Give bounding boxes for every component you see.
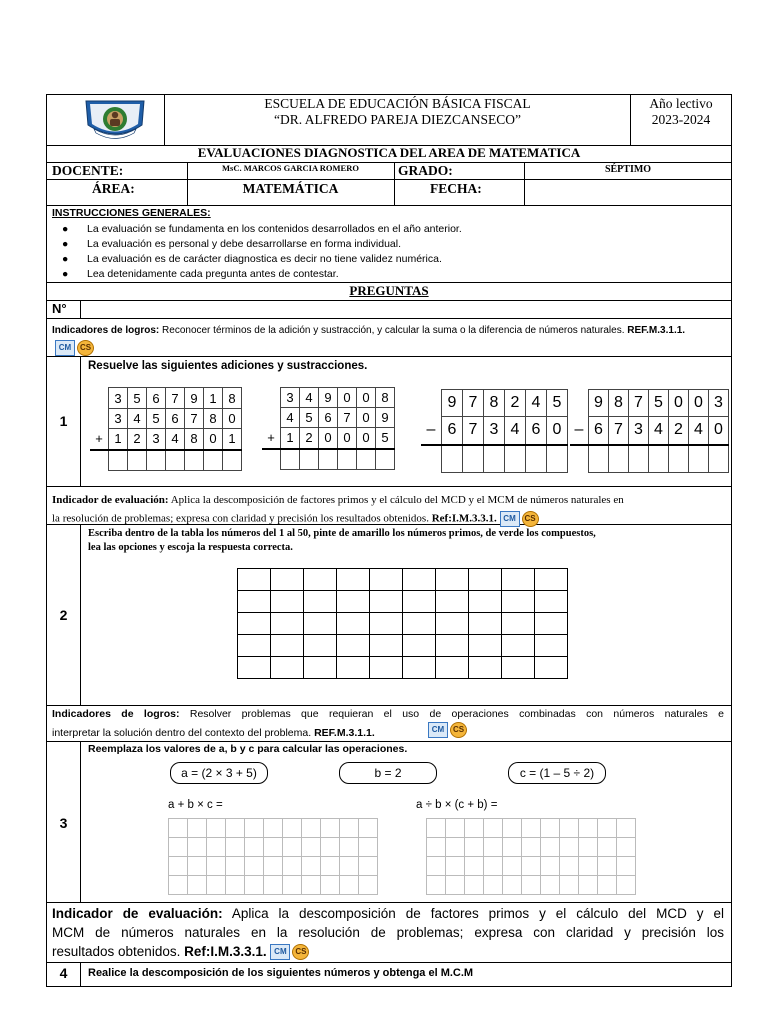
numbers-grid (237, 568, 568, 679)
list-item: ● La evaluación se fundamenta en los contenidos desarrollados en el año anterior. (62, 223, 462, 235)
indicator-3-line2: interpretar la solución dentro del contexto del problema. REF.M.3.1.1. (52, 727, 375, 739)
fecha-field[interactable] (526, 181, 730, 203)
indicator-3-line1: Indicadores de logros: Resolver problemas que requieran el uso de operaciones combinadas con números naturales e (52, 708, 725, 720)
year-value: 2023-2024 (651, 112, 711, 127)
addition-2-table: 3 4 9 0 0 8 4 5 6 7 0 9 + 1 2 0 0 0 5 (262, 387, 395, 470)
expression-2: a ÷ b × (c + b) = (416, 799, 498, 811)
bullet-icon: ● (62, 238, 69, 250)
indicator-4-line3: resultados obtenidos. Ref:I.M.3.3.1. CM CS (52, 942, 309, 961)
docente-value: MsC. MARCOS GARCIA ROMERO (222, 163, 359, 173)
year-label: Año lectivo (649, 96, 713, 111)
value-c-box: c = (1 – 5 ÷ 2) (508, 762, 606, 784)
fecha-label: FECHA: (430, 181, 482, 196)
list-item: ● Lea detenidamente cada pregunta antes de contestar. (62, 268, 339, 280)
indicator-2-line2: la resolución de problemas; expresa con claridad y precisión los resultados obtenidos. Ref:I.M.3.3.1. CM CS (52, 511, 539, 527)
cs-badge-icon: CS (77, 340, 94, 356)
workspace-grid-1[interactable] (168, 818, 378, 895)
cm-badge-icon: CM (55, 340, 75, 356)
question-2-instruction-line2: lea las opciones y escoja la respuesta correcta. (88, 542, 293, 553)
indicator-1-badges (55, 339, 94, 357)
school-name-line2: “DR. ALFREDO PAREJA DIEZCANSECO” (273, 112, 522, 127)
question-4-instruction: Realice la descomposición de los siguientes números y obtenga el M.C.M (88, 967, 474, 979)
question-3-number: 3 (59, 815, 68, 831)
list-item: ● La evaluación es de carácter diagnostica es decir no tiene validez numérica. (62, 253, 442, 265)
question-4-number: 4 (59, 965, 68, 981)
bullet-icon: ● (62, 268, 69, 280)
cs-badge-icon: CS (292, 944, 309, 960)
indicator-4-line1: Indicador de evaluación: Aplica la descomposición de factores primos y el cálculo del MCD y el (52, 906, 724, 921)
bullet-icon: ● (62, 223, 69, 235)
list-item: ● La evaluación es personal y debe desarrollarse en forma individual. (62, 238, 402, 250)
addition-1-table: 3 5 6 7 9 1 8 3 4 5 6 7 8 0 + 1 2 3 4 8 0 1 (90, 387, 242, 471)
school-logo-icon (80, 95, 150, 145)
indicator-3-badges (428, 721, 467, 739)
area-value: MATEMÁTICA (242, 181, 339, 196)
question-1-instruction: Resuelve las siguientes adiciones y sustracciones. (88, 360, 368, 372)
cs-badge-icon: CS (450, 722, 467, 738)
cm-badge-icon: CM (500, 511, 520, 527)
grado-label: GRADO: (398, 163, 453, 178)
question-1-number: 1 (59, 413, 68, 429)
grado-value: SÉPTIMO (604, 164, 652, 175)
value-b-box: b = 2 (339, 762, 437, 784)
subtraction-1-table: 9 7 8 2 4 5 – 6 7 3 4 6 0 (421, 389, 568, 473)
area-label: ÁREA: (92, 181, 135, 196)
number-column-label: N° (52, 301, 67, 316)
preguntas-heading: PREGUNTAS (349, 283, 429, 298)
indicator-2-line1: Indicador de evaluación: Aplica la descomposición de factores primos y el cálculo del MCD y el MCM de números naturales en (52, 494, 624, 506)
subtraction-2-table: 9 8 7 5 0 0 3 – 6 7 3 4 2 4 0 (570, 389, 729, 473)
page-title: EVALUACIONES DIAGNOSTICA DEL AREA DE MATEMATICA (197, 145, 581, 160)
cm-badge-icon: CM (428, 722, 448, 738)
question-2-number: 2 (59, 607, 68, 623)
school-name-line1: ESCUELA DE EDUCACIÓN BÁSICA FISCAL (264, 96, 531, 111)
docente-label: DOCENTE: (52, 163, 124, 178)
instructions-heading: INSTRUCCIONES GENERALES: (52, 207, 211, 219)
indicator-1: Indicadores de logros: Reconocer términos de la adición y sustracción, y calcular la suma o la diferencia de números naturales. REF.M.3.1.1. (52, 325, 686, 336)
cs-badge-icon: CS (522, 511, 539, 527)
expression-1: a + b × c = (168, 799, 223, 811)
question-2-instruction-line1: Escriba dentro de la tabla los números del 1 al 50, pinte de amarillo los números primos, de verde los compuestos, (88, 528, 596, 539)
workspace-grid-2[interactable] (426, 818, 636, 895)
question-3-instruction: Reemplaza los valores de a, b y c para calcular las operaciones. (88, 743, 408, 755)
indicator-4-line2: MCM de números naturales en la resolución de problemas; expresa con claridad y precisión los (52, 925, 724, 940)
bullet-icon: ● (62, 253, 69, 265)
cm-badge-icon: CM (270, 944, 290, 960)
value-a-box: a = (2 × 3 + 5) (170, 762, 268, 784)
